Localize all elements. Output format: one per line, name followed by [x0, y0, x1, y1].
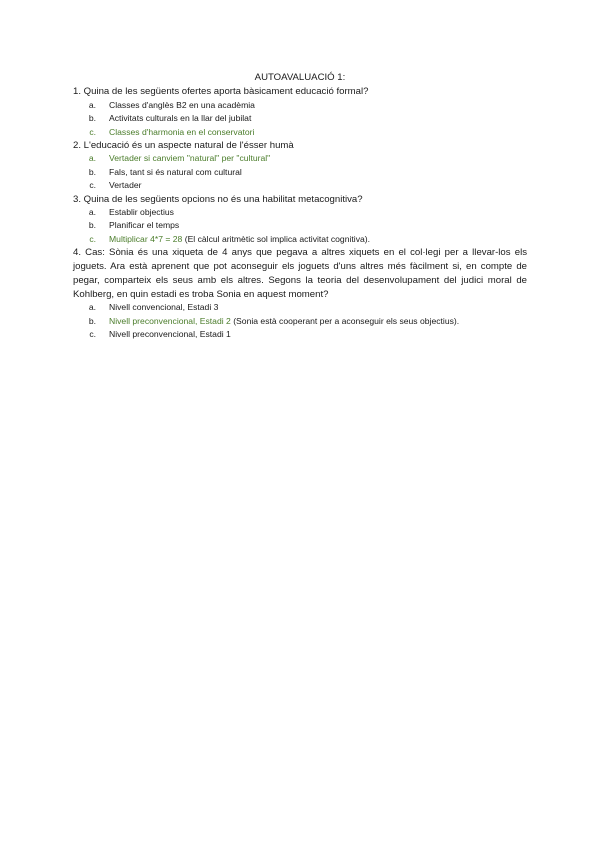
- option-marker: a.: [88, 302, 96, 313]
- answer-option: [73, 301, 527, 314]
- option-marker: b.: [88, 220, 96, 231]
- option-text: Establir objectius: [109, 207, 174, 218]
- answer-option: [73, 112, 527, 125]
- option-text: Vertader: [109, 180, 142, 191]
- option-text: Activitats culturals en la llar del jubilat: [109, 113, 252, 124]
- answer-option: [73, 99, 527, 112]
- option-text: Fals, tant si és natural com cultural: [109, 166, 242, 177]
- question-text: 2. L'educació és un aspecte natural de l'ésser humà: [73, 140, 294, 152]
- answer-options: [73, 301, 527, 341]
- question-block: [73, 246, 527, 341]
- correct-answer-option: [73, 315, 527, 328]
- option-explanation: (Sonia està cooperant per a aconseguir els seus objectius).: [230, 315, 460, 326]
- question-block: [73, 193, 527, 247]
- answer-option: [73, 206, 527, 219]
- option-text: Multiplicar 4*7 = 28: [109, 233, 183, 244]
- option-marker: b.: [88, 113, 96, 124]
- question-block: [73, 85, 527, 139]
- answer-option: [73, 179, 527, 192]
- option-text: Nivell convencional, Estadi 3: [109, 302, 219, 313]
- option-text: Classes d'harmonia en el conservatori: [109, 126, 255, 137]
- question-text: 3. Quina de les següents opcions no és una habilitat metacognitiva?: [73, 193, 363, 205]
- option-marker: b.: [88, 166, 96, 177]
- option-text: Vertader si canviem "natural" per "cultural": [109, 153, 271, 164]
- page-title: AUTOAVALUACIÓ 1:: [254, 72, 346, 83]
- option-marker: c.: [89, 233, 96, 244]
- option-marker: a.: [88, 99, 96, 110]
- option-text: Nivell preconvencional, Estadi 2: [109, 315, 231, 326]
- option-text: Planificar el temps: [109, 220, 180, 231]
- option-marker: c.: [89, 329, 96, 340]
- option-marker: c.: [89, 180, 96, 191]
- option-marker: c.: [89, 126, 96, 137]
- answer-option: [73, 219, 527, 232]
- correct-answer-option: [73, 126, 527, 139]
- option-text: Classes d'anglès B2 en una acadèmia: [109, 99, 255, 110]
- answer-options: [73, 152, 527, 192]
- answer-options: [73, 206, 527, 246]
- option-marker: b.: [88, 315, 96, 326]
- correct-answer-option: [73, 233, 527, 246]
- option-marker: a.: [88, 207, 96, 218]
- answer-option: [73, 328, 527, 341]
- question-block: [73, 139, 527, 193]
- question-text: 1. Quina de les següents ofertes aporta bàsicament educació formal?: [73, 86, 369, 98]
- option-text: Nivell preconvencional, Estadi 1: [109, 329, 231, 340]
- correct-answer-option: [73, 152, 527, 165]
- self-assessment: [73, 71, 527, 342]
- answer-option: [73, 166, 527, 179]
- option-marker: a.: [88, 153, 96, 164]
- option-explanation: (El càlcul aritmètic sol implica activitat cognitiva).: [182, 233, 371, 244]
- answer-options: [73, 99, 527, 139]
- question-text: 4. Cas: Sònia és una xiqueta de 4 anys que pegava a altres xiquets en el col·legi per a llevar-los els joguets. Ara està aprenent que pot aconseguir els joguets d'uns altres més fàcilment si, en compte de pegar, comparteix els seus amb els altres. Segons la teoria del desenvolupament del judici moral de Kohlberg, en quin estadi es troba Sonia en aquest moment?: [73, 247, 527, 300]
